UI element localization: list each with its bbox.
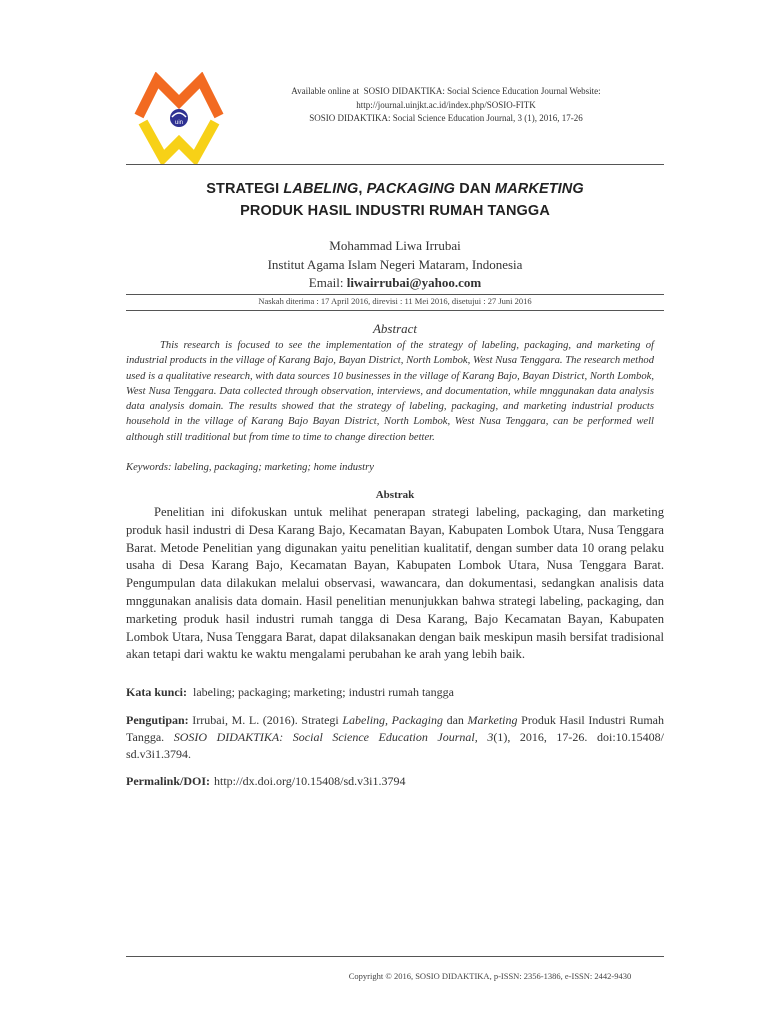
author-email (126, 275, 664, 291)
email-value[interactable]: liwairrubai@yahoo.com (346, 275, 482, 290)
header-journal-website: SOSIO DIDAKTIKA: Social Science Education Journal Website: (363, 86, 601, 96)
dates-rule-top (126, 294, 664, 295)
citation-block: Pengutipan: Irrubai, M. L. (2016). Strategi Labeling, Packaging dan Marketing Produk Hasil Industri Rumah Tangga. SOSIO DIDAKTIKA: Social Science Education Journal, 3(1), 2016, 17-26. doi:10.15408/ sd.v3i1.3794. (126, 713, 664, 761)
author-name: Mohammad Liwa Irrubai (329, 238, 461, 253)
kata-kunci (126, 685, 664, 700)
abstract-keywords: Keywords: labeling, packaging; marketing; home industry (126, 462, 374, 473)
logo-text: uin (174, 120, 184, 126)
permalink (126, 774, 664, 789)
paper-title-line-1: STRATEGI LABELING, PACKAGING DAN MARKETING (206, 181, 584, 197)
abstract-text: This research is focused to see the implementation of the strategy of labeling, packaging, and marketing of industrial products in the village of Karang Bajo, Bayan District, North Lombok, West Nusa Tenggara. The research method used is a qualitative research, with data sources 10 businesses in the village of Karang Bajo, Bayan District, North Lombok, West Nusa Tenggara. Data collected through observation, interviews, and documentation, while mnggunakan data analysis data analysis domain. The results showed that the strategy of labeling, packaging, and marketing industrial products household in the village of Karang Bajo Bayan District, North Lombok, West Nusa Tenggara, can be performed well although still traditional but from time to time to change direction better. (126, 340, 654, 443)
journal-header (236, 85, 656, 126)
abstract-heading: Abstract (372, 321, 418, 336)
footer-copyright: Copyright © 2016, SOSIO DIDAKTIKA, p-ISSN: 2356-1386, e-ISSN: 2442-9430 (348, 971, 632, 981)
paper-title-line-2: PRODUK HASIL INDUSTRI RUMAH TANGGA (240, 203, 550, 219)
author-affiliation: Institut Agama Islam Negeri Mataram, Indonesia (267, 257, 523, 272)
email-label: Email: (308, 275, 344, 290)
permalink-label: Permalink/DOI: (126, 774, 210, 788)
abstrak-text: Penelitian ini difokuskan untuk melihat penerapan strategi labeling, packaging, dan marketing produk hasil industri di Desa Karang Bajo, Kecamatan Bayan, Kabupaten Lombok Utara, Nusa Tenggara Barat. Metode Penelitian yang digunakan yaitu penelitian kualitatif, dengan sumber data 10 orang pelaku usaha di Desa Karang Bajo, Kecamatan Bayan, Kabupaten Lombok Utara, Nusa Tenggara Barat. Pengumpulan data dilakukan melalui observasi, wawancara, dan dokumentasi, sedangkan analisis data mnggunakan analisis data domain. Hasil penelitian menunjukkan bahwa strategi labeling, packaging, dan marketing produk hasil industri rumah tangga di Desa Karang, Bajo Kecamatan Bayan, Kabupaten Lombok Utara, Nusa Tenggara Barat, dapat dilaksanakan dengan baik meskipun masih bersifat tradisional akan tetapi dari waktu ke waktu mengalami perubahan ke arah yang lebih baik. (126, 505, 664, 662)
abstrak-heading: Abstrak (375, 489, 415, 501)
header-available-online: Available online at (291, 86, 360, 96)
permalink-doi-link[interactable]: http://dx.doi.org/10.15408/sd.v3i1.3794 (214, 774, 406, 788)
header-journal-url[interactable]: http://journal.uinjkt.ac.id/index.php/SOSIO-FITK (356, 99, 536, 110)
footer-rule (126, 956, 664, 957)
header-rule (126, 164, 664, 165)
header-journal-citation: SOSIO DIDAKTIKA: Social Science Education Journal, 3 (1), 2016, 17-26 (309, 113, 583, 123)
header-line-1 (236, 85, 656, 99)
journal-logo-icon (133, 72, 225, 164)
dates-rule-bottom (126, 310, 664, 311)
submission-dates: Naskah diterima : 17 April 2016, direvisi : 11 Mei 2016, disetujui : 27 Juni 2016 (258, 296, 532, 306)
kata-kunci-values: labeling; packaging; marketing; industri rumah tangga (193, 685, 454, 699)
kata-kunci-label: Kata kunci: (126, 685, 188, 699)
